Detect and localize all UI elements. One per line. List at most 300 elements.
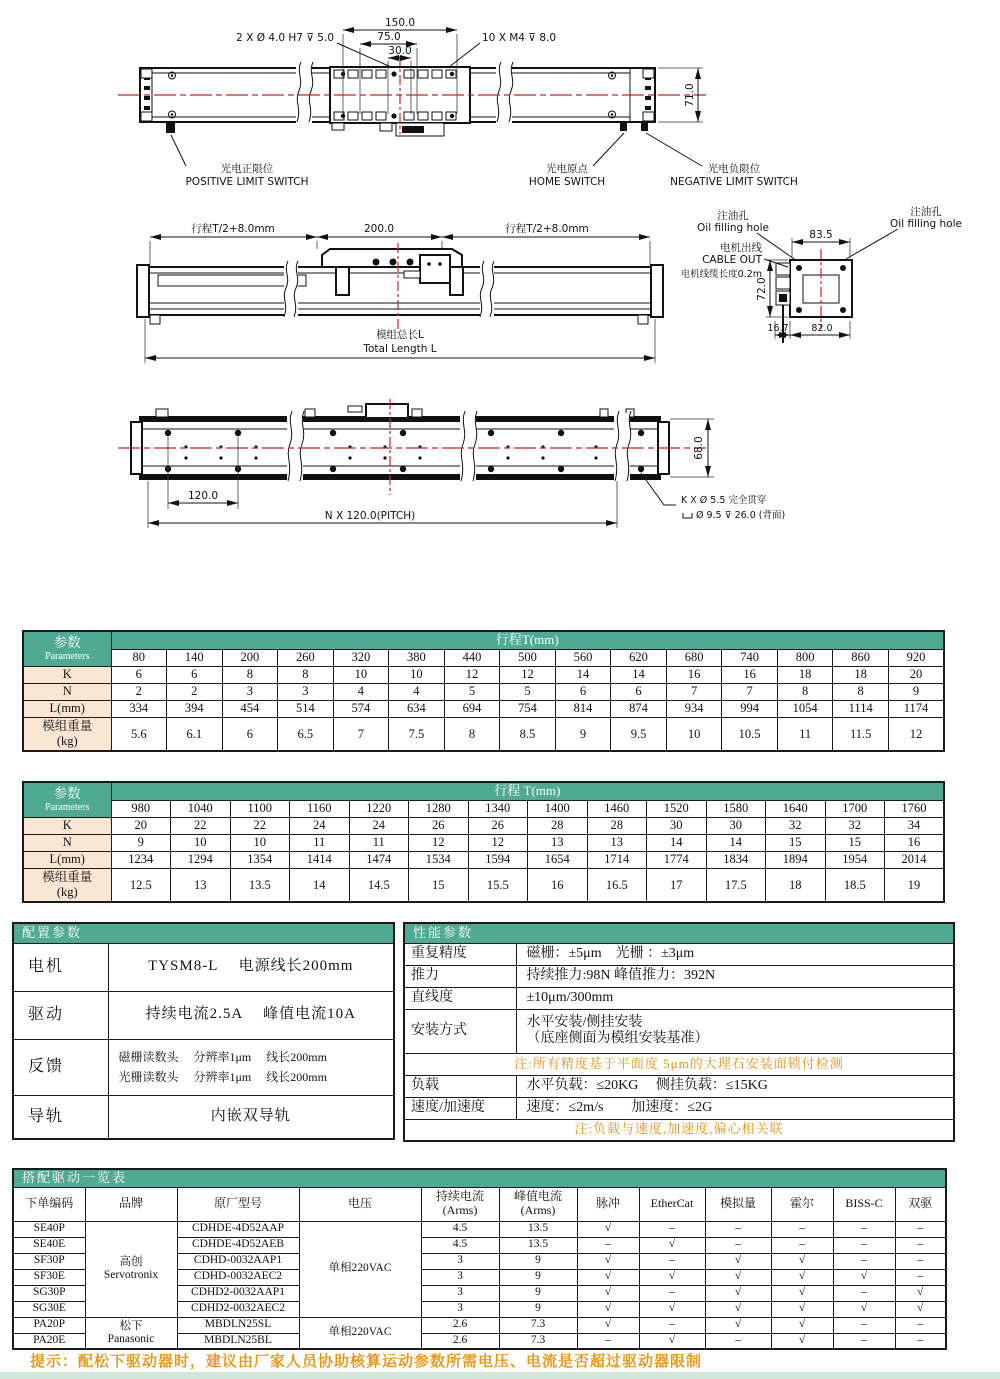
drive-compatibility-table <box>12 1168 947 1350</box>
table-cell: 14.5 <box>349 868 409 902</box>
table-cell: 11 <box>349 834 409 851</box>
home-switch-label-en: HOME SWITCH <box>528 176 606 188</box>
row-label: K <box>23 666 111 683</box>
table-cell: 9.5 <box>611 717 667 751</box>
table-cell: 500 <box>500 649 556 666</box>
table-cell: √ <box>771 1285 833 1301</box>
table-cell: 2014 <box>885 851 945 868</box>
counterbore-symbol <box>683 513 692 518</box>
table-cell: √ <box>639 1333 705 1349</box>
table-cell: 16 <box>666 666 722 683</box>
table-cell: – <box>639 1253 705 1269</box>
table-cell: 电机 <box>13 943 108 991</box>
stroke-header: 行程T(mm) <box>111 631 944 649</box>
table-cell: 10 <box>389 666 445 683</box>
column-header: 双驱 <box>895 1187 946 1221</box>
table-cell: 9 <box>499 1253 577 1269</box>
table-cell: 6.5 <box>278 717 334 751</box>
home-switch-label-cn: 光电原点 <box>546 163 588 175</box>
table-cell: 16 <box>528 868 588 902</box>
table-cell: √ <box>577 1253 639 1269</box>
table-cell: 1220 <box>349 800 409 817</box>
table-cell: 18 <box>766 868 826 902</box>
table-cell: 10.5 <box>722 717 778 751</box>
table-cell: 1040 <box>171 800 231 817</box>
table-cell: √ <box>577 1301 639 1317</box>
column-header: 霍尔 <box>771 1187 833 1221</box>
table-cell: 3 <box>421 1269 499 1285</box>
table-cell: 1534 <box>409 851 469 868</box>
table-cell: 1054 <box>777 700 833 717</box>
param-header: 参数 Parameters <box>23 631 111 666</box>
table-cell: 3 <box>421 1301 499 1317</box>
config-title: 配置参数 <box>13 923 394 943</box>
table-cell: 1894 <box>766 851 826 868</box>
table-cell: 754 <box>500 700 556 717</box>
table-cell: 速度/加速度 <box>404 1097 516 1119</box>
table-cell: 334 <box>111 700 167 717</box>
bottom-rail <box>131 404 669 479</box>
table-cell: 10 <box>171 834 231 851</box>
dim-68: 68.0 <box>693 436 705 460</box>
table-cell: 320 <box>333 649 389 666</box>
table-cell: 1580 <box>706 800 766 817</box>
table-cell: 6 <box>611 683 667 700</box>
table-cell: 1760 <box>885 800 945 817</box>
table-cell: 1414 <box>290 851 350 868</box>
table-cell: 直线度 <box>404 987 516 1009</box>
column-header: BISS-C <box>833 1187 895 1221</box>
table-cell: 7.3 <box>499 1317 577 1333</box>
table-cell: PA20P <box>13 1317 85 1333</box>
dim-82: 82.0 <box>811 323 833 334</box>
table-cell: 8 <box>833 683 889 700</box>
table-cell: – <box>895 1317 946 1333</box>
table-cell: 6.1 <box>167 717 223 751</box>
dim-stroke-left: 行程T/2+8.0mm <box>191 223 275 235</box>
table-cell: 1594 <box>468 851 528 868</box>
stroke-table-2 <box>22 781 945 903</box>
table-cell: – <box>577 1237 639 1253</box>
table-cell: 1774 <box>647 851 707 868</box>
table-cell: – <box>895 1269 946 1285</box>
table-cell: – <box>895 1237 946 1253</box>
table-cell: 620 <box>611 649 667 666</box>
table-cell: 15 <box>825 834 885 851</box>
table-cell: 8 <box>444 717 500 751</box>
table-cell: 7 <box>722 683 778 700</box>
table-cell: √ <box>833 1301 895 1317</box>
table-cell: 14 <box>647 834 707 851</box>
table-cell: 1714 <box>587 851 647 868</box>
table-cell: 28 <box>528 817 588 834</box>
table-cell: 4 <box>389 683 445 700</box>
table-cell: 34 <box>885 817 945 834</box>
table-cell: – <box>705 1221 771 1237</box>
table-cell: 1294 <box>171 851 231 868</box>
table-cell: – <box>771 1237 833 1253</box>
table-cell: 水平安装/侧挂安装 （底座侧面为模组安装基准） <box>516 1009 954 1053</box>
table-cell: 18 <box>833 666 889 683</box>
table-cell: 9 <box>111 834 171 851</box>
drive-title: 搭配驱动一览表 <box>13 1169 946 1187</box>
stroke-table-1 <box>22 630 945 752</box>
table-cell: 导轨 <box>13 1095 108 1139</box>
table-cell: 1280 <box>409 800 469 817</box>
table-cell: – <box>833 1285 895 1301</box>
table-cell: 3 <box>222 683 278 700</box>
table-cell: √ <box>705 1301 771 1317</box>
table-cell: 11 <box>290 834 350 851</box>
table-cell: 9 <box>499 1269 577 1285</box>
table-cell: 1234 <box>111 851 171 868</box>
table-cell: √ <box>577 1269 639 1285</box>
table-cell: 17.5 <box>706 868 766 902</box>
table-cell: 1520 <box>647 800 707 817</box>
table-cell: 14 <box>706 834 766 851</box>
table-cell: √ <box>577 1221 639 1237</box>
table-cell: √ <box>639 1301 705 1317</box>
table-cell: √ <box>705 1285 771 1301</box>
table-cell: 1654 <box>528 851 588 868</box>
table-cell: 1460 <box>587 800 647 817</box>
table-cell: √ <box>833 1269 895 1285</box>
table-cell: 874 <box>611 700 667 717</box>
table-cell: 负载 <box>404 1075 516 1097</box>
table-cell: SF30E <box>13 1269 85 1285</box>
table-cell: – <box>577 1333 639 1349</box>
table-cell: 260 <box>278 649 334 666</box>
table-cell: 24 <box>290 817 350 834</box>
table-cell: 3 <box>278 683 334 700</box>
table-cell: √ <box>771 1253 833 1269</box>
table-cell: 994 <box>722 700 778 717</box>
cable-out-label-en: CABLE OUT <box>702 254 762 266</box>
cable-out-label-cn: 电机出线 <box>720 242 762 254</box>
table-cell: 30 <box>706 817 766 834</box>
table-cell: 10 <box>666 717 722 751</box>
table-cell: √ <box>895 1285 946 1301</box>
table-cell: 4.5 <box>421 1221 499 1237</box>
table-cell: √ <box>577 1285 639 1301</box>
table-cell: 重复精度 <box>404 943 516 965</box>
table-cell: 13.5 <box>230 868 290 902</box>
negative-limit-label-cn: 光电负限位 <box>707 163 761 175</box>
row-label: N <box>23 683 111 700</box>
table-cell: 20 <box>888 666 944 683</box>
table-cell: – <box>639 1221 705 1237</box>
table-cell: – <box>771 1221 833 1237</box>
table-cell: 514 <box>278 700 334 717</box>
table-cell: 694 <box>444 700 500 717</box>
dim-150: 150.0 <box>384 17 416 29</box>
table-cell: 8 <box>278 666 334 683</box>
perf-title: 性能参数 <box>404 923 954 943</box>
table-cell: 18.5 <box>825 868 885 902</box>
table-cell: 26 <box>409 817 469 834</box>
table-cell: – <box>833 1317 895 1333</box>
table-cell: 12 <box>409 834 469 851</box>
table-cell: 17 <box>647 868 707 902</box>
table-cell: 920 <box>888 649 944 666</box>
table-cell: 14 <box>555 666 611 683</box>
stroke-header: 行程 T(mm) <box>111 782 944 800</box>
table-cell: 32 <box>825 817 885 834</box>
table-cell: 12 <box>500 666 556 683</box>
table-cell: 2.6 <box>421 1333 499 1349</box>
table-cell: 2 <box>167 683 223 700</box>
table-cell: 8 <box>222 666 278 683</box>
cable-length-label: 电机线缆长度0.2m <box>680 269 762 280</box>
table-cell: 800 <box>777 649 833 666</box>
table-cell: CDHD-0032AEC2 <box>177 1269 299 1285</box>
dim-30: 30.0 <box>388 45 412 57</box>
table-cell: 5 <box>444 683 500 700</box>
table-cell: 9 <box>888 683 944 700</box>
table-cell: 1700 <box>825 800 885 817</box>
table-cell: 18 <box>777 666 833 683</box>
dim-200: 200.0 <box>363 223 395 235</box>
oil-hole-left-label-cn: 注油孔 <box>717 210 749 222</box>
column-header: 峰值电流 (Arms) <box>499 1187 577 1221</box>
table-cell: 安装方式 <box>404 1009 516 1053</box>
table-cell: 1354 <box>230 851 290 868</box>
table-cell: √ <box>705 1253 771 1269</box>
table-cell: 松下 Panasonic <box>85 1317 177 1349</box>
table-cell: – <box>833 1253 895 1269</box>
table-cell: – <box>895 1253 946 1269</box>
table-cell: 3 <box>421 1285 499 1301</box>
perf-note-1: 注:所有精度基于平面度 5μm的大理石安装面锁付检测 <box>404 1053 954 1075</box>
table-cell: 持续推力:98N 峰值推力：392N <box>516 965 954 987</box>
table-cell: TYSM8-L 电源线长200mm <box>108 943 394 991</box>
table-cell: √ <box>895 1301 946 1317</box>
table-cell: 7.3 <box>499 1333 577 1349</box>
table-cell: 934 <box>666 700 722 717</box>
table-cell: 1114 <box>833 700 889 717</box>
dim-stroke-right: 行程T/2+8.0mm <box>505 223 589 235</box>
table-cell: 30 <box>647 817 707 834</box>
table-cell: 13 <box>528 834 588 851</box>
table-cell: 1400 <box>528 800 588 817</box>
param-header: 参数 Parameters <box>23 782 111 817</box>
table-cell: 单相220VAC <box>299 1317 421 1349</box>
page-bottom-strip <box>0 1372 1000 1379</box>
table-cell: 22 <box>171 817 231 834</box>
table-cell: 13 <box>171 868 231 902</box>
column-header: 持续电流 (Arms) <box>421 1187 499 1221</box>
table-cell: 28 <box>587 817 647 834</box>
table-cell: 7.5 <box>389 717 445 751</box>
table-cell: 2 <box>111 683 167 700</box>
table-cell: 7 <box>666 683 722 700</box>
row-label: L(mm) <box>23 851 111 868</box>
table-cell: 16 <box>722 666 778 683</box>
row-label: L(mm) <box>23 700 111 717</box>
negative-limit-label-en: NEGATIVE LIMIT SWITCH <box>670 176 798 188</box>
table-cell: SE40P <box>13 1221 85 1237</box>
perf-note-2: 注:负载与速度,加速度,偏心相关联 <box>404 1119 954 1141</box>
dim-72: 72.0 <box>756 277 768 301</box>
table-cell: 16 <box>885 834 945 851</box>
table-cell: √ <box>577 1317 639 1333</box>
top-view-drawing <box>0 0 1000 205</box>
table-cell: 80 <box>111 649 167 666</box>
table-cell: – <box>705 1333 771 1349</box>
table-cell: 11 <box>777 717 833 751</box>
table-cell: 6 <box>222 717 278 751</box>
table-cell: 1954 <box>825 851 885 868</box>
table-cell: 5 <box>500 683 556 700</box>
table-cell: 560 <box>555 649 611 666</box>
hole-note-line2: Ø 9.5 ⊽ 26.0 (背面) <box>696 510 786 521</box>
table-cell: 11.5 <box>833 717 889 751</box>
performance-parameters-table <box>403 922 955 1142</box>
table-cell: √ <box>639 1237 705 1253</box>
table-cell: 19 <box>885 868 945 902</box>
positive-limit-label-cn: 光电正限位 <box>220 163 274 175</box>
column-header: 原厂型号 <box>177 1187 299 1221</box>
table-cell: 12.5 <box>111 868 171 902</box>
column-header: 下单编码 <box>13 1187 85 1221</box>
footer-tip: 提示：配松下驱动器时，建议由厂家人员协助核算运动参数所需电压、电流是否超过驱动器限制 <box>30 1354 703 1370</box>
table-cell: – <box>705 1237 771 1253</box>
dim-75: 75.0 <box>377 31 401 43</box>
table-cell: SG30P <box>13 1285 85 1301</box>
table-cell: 6 <box>167 666 223 683</box>
table-cell: – <box>639 1285 705 1301</box>
table-cell: 10 <box>230 834 290 851</box>
bottom-view-drawing <box>0 395 1000 560</box>
table-cell: CDHD2-0032AAP1 <box>177 1285 299 1301</box>
table-cell: SE40E <box>13 1237 85 1253</box>
table-cell: – <box>895 1333 946 1349</box>
table-cell: 1640 <box>766 800 826 817</box>
table-cell: 6 <box>111 666 167 683</box>
table-cell: 高创 Servotronix <box>85 1221 177 1317</box>
table-cell: 13.5 <box>499 1237 577 1253</box>
table-cell: 9 <box>555 717 611 751</box>
column-header: 脉冲 <box>577 1187 639 1221</box>
table-cell: 1100 <box>230 800 290 817</box>
row-label: 模组重量 (kg) <box>23 868 111 902</box>
table-cell: 反馈 <box>13 1039 108 1095</box>
table-cell: 单相220VAC <box>299 1221 421 1317</box>
table-cell: 1174 <box>888 700 944 717</box>
table-cell: 水平负载：≤20KG 侧挂负载：≤15KG <box>516 1075 954 1097</box>
table-cell: 394 <box>167 700 223 717</box>
column-header: 品牌 <box>85 1187 177 1221</box>
table-cell: 26 <box>468 817 528 834</box>
table-cell: – <box>639 1317 705 1333</box>
table-cell: 12 <box>888 717 944 751</box>
side-view-drawing <box>0 205 1000 395</box>
table-cell: √ <box>771 1301 833 1317</box>
table-cell: 2.6 <box>421 1317 499 1333</box>
table-cell: 12 <box>444 666 500 683</box>
table-cell: 14 <box>611 666 667 683</box>
dim-16-7: 16.7 <box>767 323 789 334</box>
dim-83-5: 83.5 <box>809 229 833 241</box>
table-cell: 6 <box>555 683 611 700</box>
table-cell: 860 <box>833 649 889 666</box>
table-cell: 15.5 <box>468 868 528 902</box>
table-cell: 13 <box>587 834 647 851</box>
table-cell: 磁栅：±5μm 光栅 ：±3μm <box>516 943 954 965</box>
table-cell: 15 <box>766 834 826 851</box>
oil-hole-left-label-en: Oil filling hole <box>697 222 769 234</box>
table-cell: 7 <box>333 717 389 751</box>
table-cell: √ <box>639 1269 705 1285</box>
positive-limit-label-en: POSITIVE LIMIT SWITCH <box>185 176 309 188</box>
table-cell: 814 <box>555 700 611 717</box>
hole-note-left: 2 X Ø 4.0 H7 ⊽ 5.0 <box>236 32 334 44</box>
table-cell: 1474 <box>349 851 409 868</box>
table-cell: 634 <box>389 700 445 717</box>
table-cell: 3 <box>421 1253 499 1269</box>
table-cell: 持续电流2.5A 峰值电流10A <box>108 991 394 1039</box>
table-cell: 10 <box>333 666 389 683</box>
table-cell: SG30E <box>13 1301 85 1317</box>
total-length-label-en: Total Length L <box>363 343 437 355</box>
row-label: N <box>23 834 111 851</box>
table-cell: 200 <box>222 649 278 666</box>
table-cell: – <box>833 1333 895 1349</box>
table-cell: 440 <box>444 649 500 666</box>
oil-hole-right-label-en: Oil filling hole <box>890 218 962 230</box>
table-cell: 8 <box>777 683 833 700</box>
table-cell: 1340 <box>468 800 528 817</box>
row-label: K <box>23 817 111 834</box>
table-cell: 454 <box>222 700 278 717</box>
column-header: 电压 <box>299 1187 421 1221</box>
table-cell: 速度：≤2m/s 加速度：≤2G <box>516 1097 954 1119</box>
table-cell: PA20E <box>13 1333 85 1349</box>
table-cell: 14 <box>290 868 350 902</box>
table-cell: √ <box>771 1333 833 1349</box>
table-cell: 380 <box>389 649 445 666</box>
hole-note-line1: K X Ø 5.5 完全贯穿 <box>681 495 767 506</box>
table-cell: MBDLN25SL <box>177 1317 299 1333</box>
table-cell: 20 <box>111 817 171 834</box>
dimensions-top-view <box>171 17 798 188</box>
table-cell: 8.5 <box>500 717 556 751</box>
dim-71: 71.0 <box>684 83 696 107</box>
table-cell: 574 <box>333 700 389 717</box>
table-cell: 磁栅读数头 分辨率1μm 线长200mm 光栅读数头 分辨率1μm 线长200mm <box>108 1039 394 1095</box>
table-cell: 13.5 <box>499 1221 577 1237</box>
table-cell: 5.6 <box>111 717 167 751</box>
table-cell: 4 <box>333 683 389 700</box>
table-cell: 内嵌双导轨 <box>108 1095 394 1139</box>
table-cell: 1160 <box>290 800 350 817</box>
table-cell: CDHD-0032AAP1 <box>177 1253 299 1269</box>
table-cell: 4.5 <box>421 1237 499 1253</box>
table-cell: CDHDE-4D52AEB <box>177 1237 299 1253</box>
table-cell: 740 <box>722 649 778 666</box>
table-cell: 9 <box>499 1301 577 1317</box>
table-cell: 24 <box>349 817 409 834</box>
table-cell: 1834 <box>706 851 766 868</box>
table-cell: 680 <box>666 649 722 666</box>
table-cell: 12 <box>468 834 528 851</box>
table-cell: CDHD2-0032AEC2 <box>177 1301 299 1317</box>
table-cell: – <box>833 1221 895 1237</box>
table-cell: √ <box>771 1317 833 1333</box>
column-header: 模拟量 <box>705 1187 771 1221</box>
table-cell: 9 <box>499 1285 577 1301</box>
row-label: 模组重量 (kg) <box>23 717 111 751</box>
